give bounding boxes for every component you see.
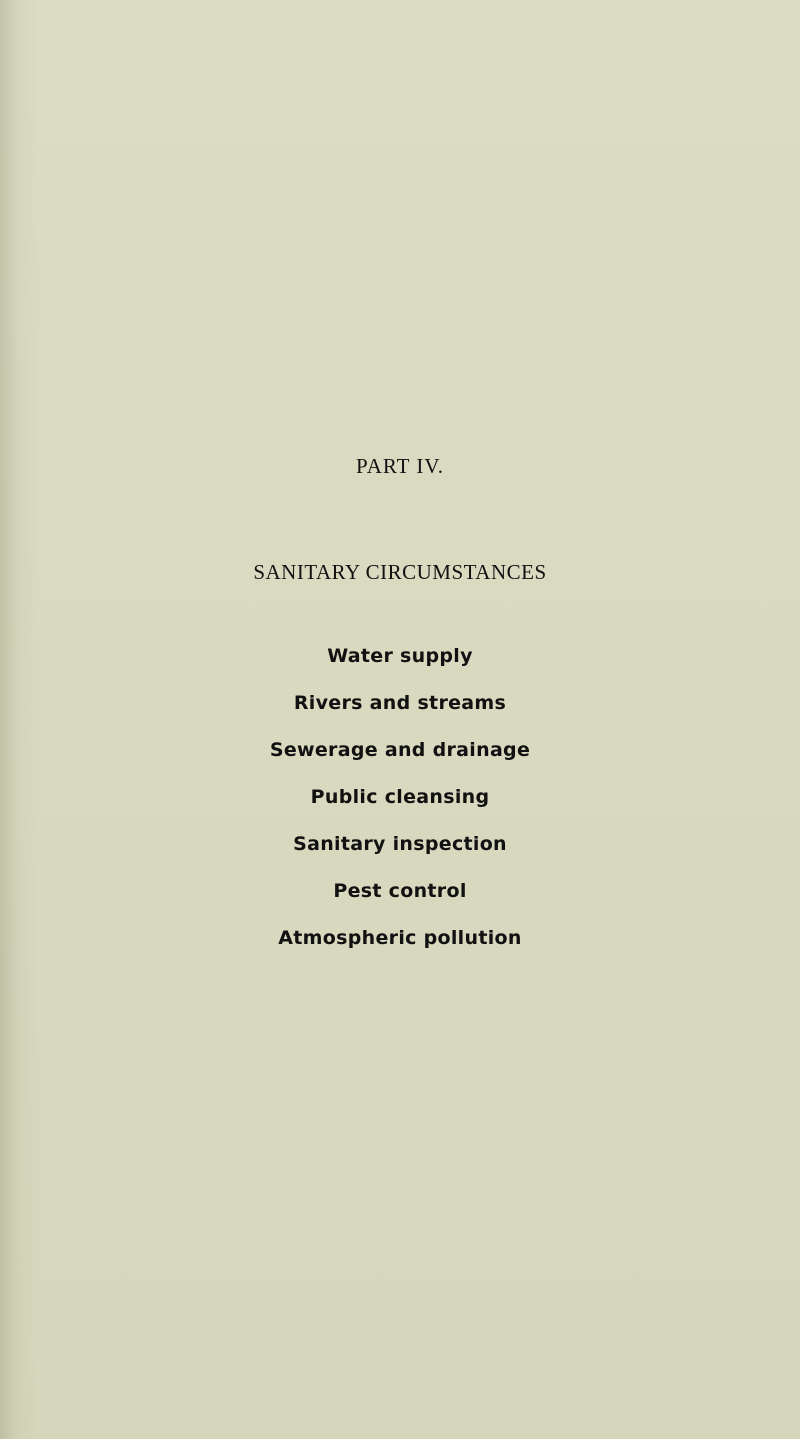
topic-list <box>0 642 800 971</box>
topic-item: Sewerage and drainage <box>269 739 531 761</box>
section-title: SANITARY CIRCUMSTANCES <box>253 560 547 584</box>
topic-item: Rivers and streams <box>293 692 507 714</box>
part-label: PART IV. <box>355 454 445 478</box>
topic-item: Pest control <box>333 880 467 902</box>
topic-item: Public cleansing <box>310 786 490 808</box>
topic-item: Water supply <box>327 645 473 667</box>
topic-item: Sanitary inspection <box>293 833 507 855</box>
topic-item: Atmospheric pollution <box>278 927 522 949</box>
